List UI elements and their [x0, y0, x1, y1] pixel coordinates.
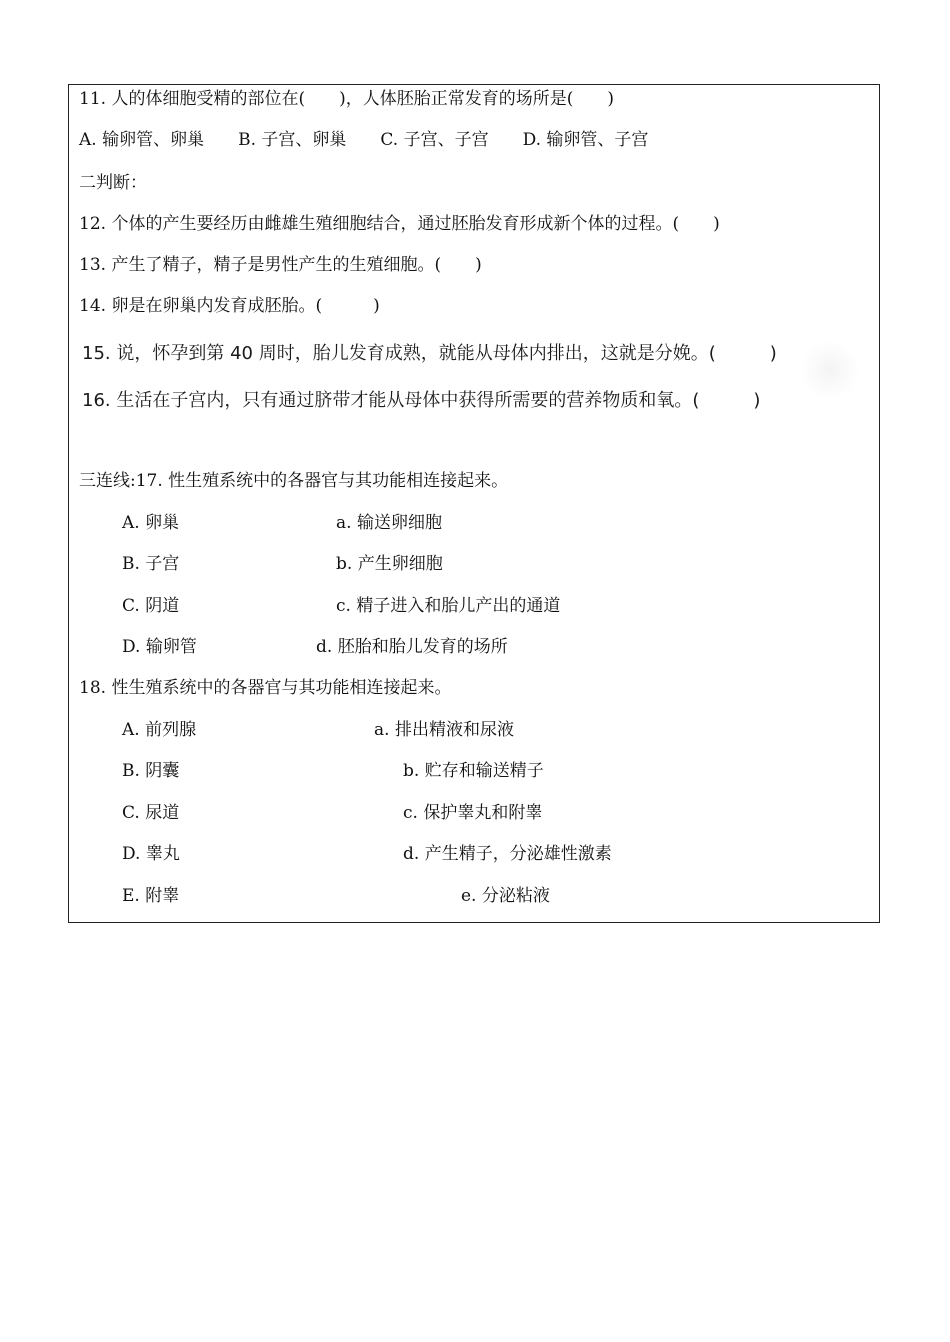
q18-right-item: c. 保护睾丸和附睾 — [403, 803, 543, 823]
section-3-title: 三连线:17. 性生殖系统中的各器官与其功能相连接起来。 — [79, 471, 509, 491]
question-16: 16. 生活在子宫内，只有通过脐带才能从母体中获得所需要的营养物质和氧。( ) — [82, 390, 761, 411]
q17-right-item: a. 输送卵细胞 — [336, 513, 442, 533]
q18-right-item: e. 分泌粘液 — [461, 886, 550, 906]
q18-right-item: a. 排出精液和尿液 — [374, 720, 514, 740]
q17-left-item: D. 输卵管 — [122, 637, 197, 657]
question-11-options: A. 输卵管、卵巢 B. 子宫、卵巢 C. 子宫、子宫 D. 输卵管、子宫 — [79, 130, 649, 150]
section-2-title: 二判断： — [79, 173, 147, 193]
q18-left-item: C. 尿道 — [122, 803, 180, 823]
question-18-stem: 18. 性生殖系统中的各器官与其功能相连接起来。 — [79, 678, 452, 698]
q18-left-item: A. 前列腺 — [122, 720, 197, 740]
scan-smudge — [800, 340, 860, 400]
q18-right-item: d. 产生精子，分泌雄性激素 — [403, 844, 612, 864]
q17-right-item: c. 精子进入和胎儿产出的通道 — [336, 596, 561, 616]
q17-left-item: C. 阴道 — [122, 596, 180, 616]
worksheet-frame — [68, 84, 880, 923]
q17-left-item: A. 卵巢 — [122, 513, 180, 533]
q17-right-item: d. 胚胎和胎儿发育的场所 — [316, 637, 508, 657]
question-12: 12. 个体的产生要经历由雌雄生殖细胞结合，通过胚胎发育形成新个体的过程。( ) — [79, 214, 720, 234]
q18-left-item: E. 附睾 — [122, 886, 180, 906]
q18-right-item: b. 贮存和输送精子 — [403, 761, 544, 781]
question-15: 15. 说，怀孕到第 40 周时，胎儿发育成熟，就能从母体内排出，这就是分娩。( ) — [82, 343, 777, 364]
question-14: 14. 卵是在卵巢内发育成胚胎。( ) — [79, 296, 380, 316]
q17-right-item: b. 产生卵细胞 — [336, 554, 443, 574]
question-11-stem: 11. 人的体细胞受精的部位在( )，人体胚胎正常发育的场所是( ) — [79, 89, 614, 109]
q18-left-item: D. 睾丸 — [122, 844, 180, 864]
question-13: 13. 产生了精子，精子是男性产生的生殖细胞。( ) — [79, 255, 482, 275]
q17-left-item: B. 子宫 — [122, 554, 180, 574]
q18-left-item: B. 阴囊 — [122, 761, 180, 781]
